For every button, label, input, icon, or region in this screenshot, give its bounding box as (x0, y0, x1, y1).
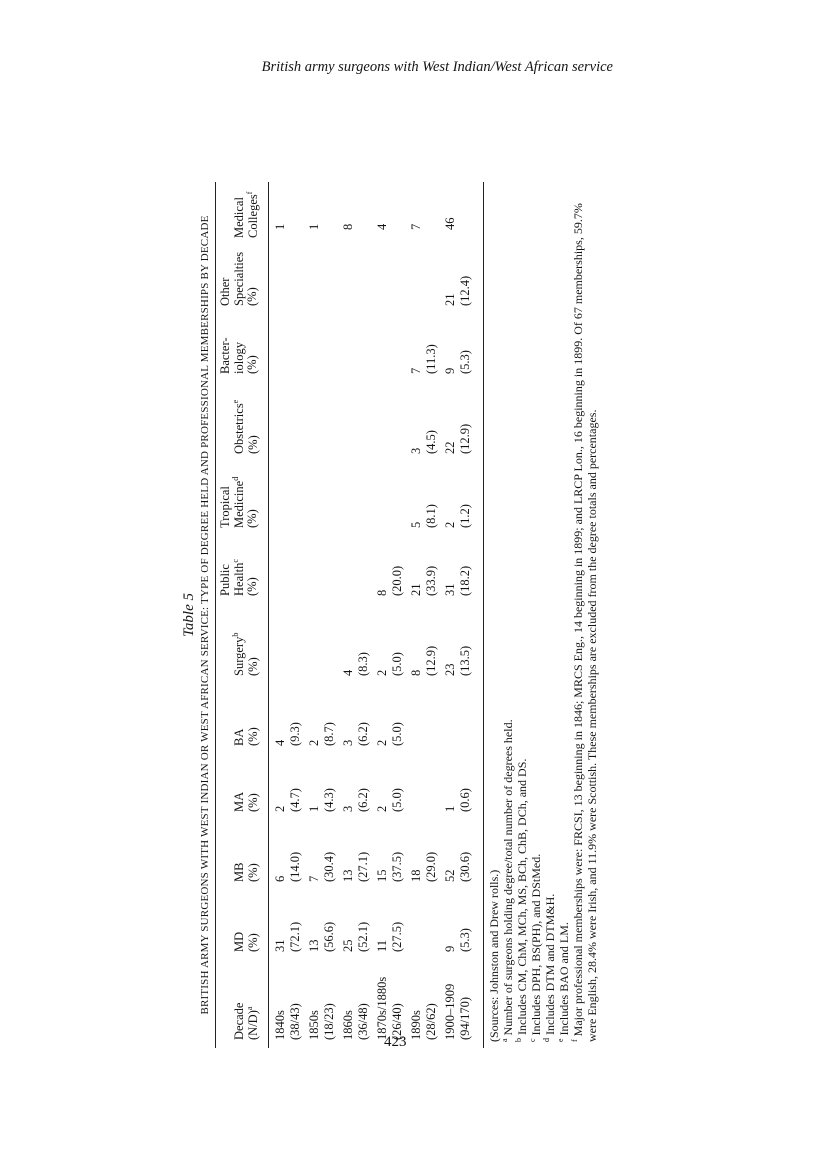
header-public-health: Public Health$^c$ (%) (218, 559, 259, 596)
cell-bac-pct: (5.3) (458, 350, 472, 374)
cell-mb-pct: (29.0) (424, 851, 438, 882)
cell-nd: (26/40) (390, 1003, 404, 1040)
cell-ph-n: 31 (443, 583, 457, 596)
cell-surgery-pct: (13.5) (458, 645, 472, 676)
cell-mc: 1 (307, 223, 321, 230)
cell-tm-n: 2 (443, 521, 457, 528)
page-number: 423 (384, 1034, 407, 1050)
note-e: $^e$ Includes BAO and LM. (556, 922, 571, 1042)
cell-other-n: 21 (443, 293, 457, 306)
cell-mc: 46 (443, 217, 457, 230)
cell-bac-pct: (11.3) (424, 344, 438, 374)
cell-ob-n: 3 (409, 447, 423, 454)
cell-ba-pct: (6.2) (356, 722, 370, 746)
header-tropical-medicine: Tropical Medicine$^d$ (%) (218, 476, 259, 528)
cell-ba-n: 2 (375, 739, 389, 746)
header-mb: MB (%) (232, 862, 260, 882)
cell-mb-n: 15 (375, 869, 389, 882)
cell-bac-n: 9 (443, 367, 457, 374)
cell-tm-n: 5 (409, 521, 423, 528)
cell-decade: 1870s/1880s (375, 976, 389, 1040)
cell-surgery-pct: (8.3) (356, 652, 370, 676)
cell-mb-n: 52 (443, 869, 457, 882)
cell-nd: (28/62) (424, 1003, 438, 1040)
cell-mb-pct: (30.4) (322, 851, 336, 882)
header-ba: BA (%) (232, 727, 260, 746)
cell-nd: (38/43) (288, 1003, 302, 1040)
cell-mb-pct: (27.1) (356, 851, 370, 882)
cell-tm-pct: (8.1) (424, 504, 438, 528)
cell-nd: (94/170) (458, 996, 472, 1040)
cell-tm-pct: (1.2) (458, 504, 472, 528)
cell-decade: 1890s (409, 1010, 423, 1040)
cell-mc: 8 (341, 223, 355, 230)
header-bacteriology: Bacter- iology (%) (218, 337, 259, 374)
note-c: $^c$ Includes DPH, BS(PH), and DStMed. (528, 853, 543, 1042)
cell-md-pct: (52.1) (356, 921, 370, 952)
table-notes (487, 192, 599, 1042)
header-ma: MA (%) (232, 791, 260, 812)
cell-ob-n: 22 (443, 441, 457, 454)
rotated-table-block (181, 182, 643, 1048)
cell-mb-n: 18 (409, 869, 423, 882)
header-other-specialties: Other Specialties (%) (218, 251, 259, 306)
header-decade: Decade (N/D)$^a$ (232, 1002, 260, 1040)
header-surgery: Surgery$^b$ (%) (230, 632, 260, 676)
cell-decade: 1850s (307, 1010, 321, 1040)
cell-nd: (18/23) (322, 1003, 336, 1040)
cell-mb-pct: (37.5) (390, 851, 404, 882)
cell-ph-pct: (33.9) (424, 565, 438, 596)
cell-mb-pct: (30.6) (458, 851, 472, 882)
bottom-rule (483, 182, 484, 1048)
note-b: $^b$ Includes CM, ChM, MCh, MS, BCh, ChB, DCh, and DS. (514, 758, 529, 1042)
cell-bac-n: 7 (409, 367, 423, 374)
cell-ba-n: 3 (341, 739, 355, 746)
cell-ph-n: 21 (409, 583, 423, 596)
cell-md-n: 31 (273, 939, 287, 952)
cell-surgery-pct: (12.9) (424, 645, 438, 676)
cell-ph-n: 8 (375, 589, 389, 596)
cell-ba-n: 2 (307, 739, 321, 746)
cell-md-n: 11 (375, 939, 389, 952)
header-obstetrics: Obstetrics$^e$ (%) (230, 399, 260, 454)
cell-ma-n: 3 (341, 805, 355, 812)
note-f: $^f$ Major professional memberships were: FRCSI, 13 beginning in 1846; MRCS Eng., 14 beginning in 1899; and LRCP Lon., 16 beginning in 1899. Of 67 memberships, 59.7% were English, 28.4% were Irish, and 11.9% were Scottish. These memberships are excluded from the degree totals and percentages. (570, 203, 599, 1042)
top-rule (215, 182, 216, 1048)
cell-md-n: 13 (307, 939, 321, 952)
cell-surgery-n: 4 (341, 669, 355, 676)
cell-mc: 1 (273, 223, 287, 230)
cell-surgery-n: 2 (375, 669, 389, 676)
cell-md-pct: (72.1) (288, 921, 302, 952)
cell-nd: (36/48) (356, 1003, 370, 1040)
cell-ba-pct: (5.0) (390, 722, 404, 746)
cell-surgery-n: 8 (409, 669, 423, 676)
header-rule (268, 182, 269, 1048)
note-a: $^a$ Number of surgeons holding degree/total number of degrees held. (500, 719, 515, 1042)
cell-ma-pct: (0.6) (458, 788, 472, 812)
cell-ma-pct: (5.0) (390, 788, 404, 812)
cell-decade: 1900–1909 (443, 983, 457, 1040)
cell-ma-n: 2 (273, 805, 287, 812)
cell-mb-n: 6 (273, 875, 287, 882)
cell-ma-n: 1 (443, 805, 457, 812)
cell-decade: 1860s (341, 1010, 355, 1040)
cell-decade: 1840s (273, 1010, 287, 1040)
cell-ma-pct: (6.2) (356, 788, 370, 812)
cell-md-n: 9 (443, 945, 457, 952)
running-head: British army surgeons with West Indian/West African service (261, 59, 613, 75)
cell-surgery-n: 23 (443, 663, 457, 676)
note-d: $^d$ Includes DTM and DTM&H. (542, 893, 557, 1042)
cell-mb-n: 7 (307, 875, 321, 882)
cell-md-pct: (56.6) (322, 921, 336, 952)
cell-ph-pct: (20.0) (390, 565, 404, 596)
cell-ba-pct: (9.3) (288, 722, 302, 746)
cell-mb-n: 13 (341, 869, 355, 882)
cell-ob-pct: (12.9) (458, 423, 472, 454)
cell-md-n: 25 (341, 939, 355, 952)
cell-mb-pct: (14.0) (288, 851, 302, 882)
cell-other-pct: (12.4) (458, 275, 472, 306)
table-title: Table 5 (181, 592, 197, 638)
cell-md-pct: (27.5) (390, 921, 404, 952)
cell-ma-n: 2 (375, 805, 389, 812)
note-sources: (Sources: Johnston and Drew rolls.) (487, 869, 501, 1042)
cell-ma-n: 1 (307, 805, 321, 812)
header-md: MD (%) (232, 931, 260, 952)
header-medical-colleges: Medical Colleges$^f$ (232, 191, 260, 238)
table-caption: BRITISH ARMY SURGEONS WITH WEST INDIAN OR WEST AFRICAN SERVICE: TYPE OF DEGREE HELD AND PROFESSIONAL MEMBERSHIPS BY DECADE (199, 215, 211, 1015)
cell-md-pct: (5.3) (458, 928, 472, 952)
cell-surgery-pct: (5.0) (390, 652, 404, 676)
cell-ma-pct: (4.7) (288, 788, 302, 812)
cell-ba-n: 4 (273, 739, 287, 746)
cell-mc: 4 (375, 223, 389, 230)
cell-ma-pct: (4.3) (322, 788, 336, 812)
cell-ph-pct: (18.2) (458, 565, 472, 596)
cell-ba-pct: (8.7) (322, 722, 336, 746)
cell-mc: 7 (409, 223, 423, 230)
cell-ob-pct: (4.5) (424, 430, 438, 454)
